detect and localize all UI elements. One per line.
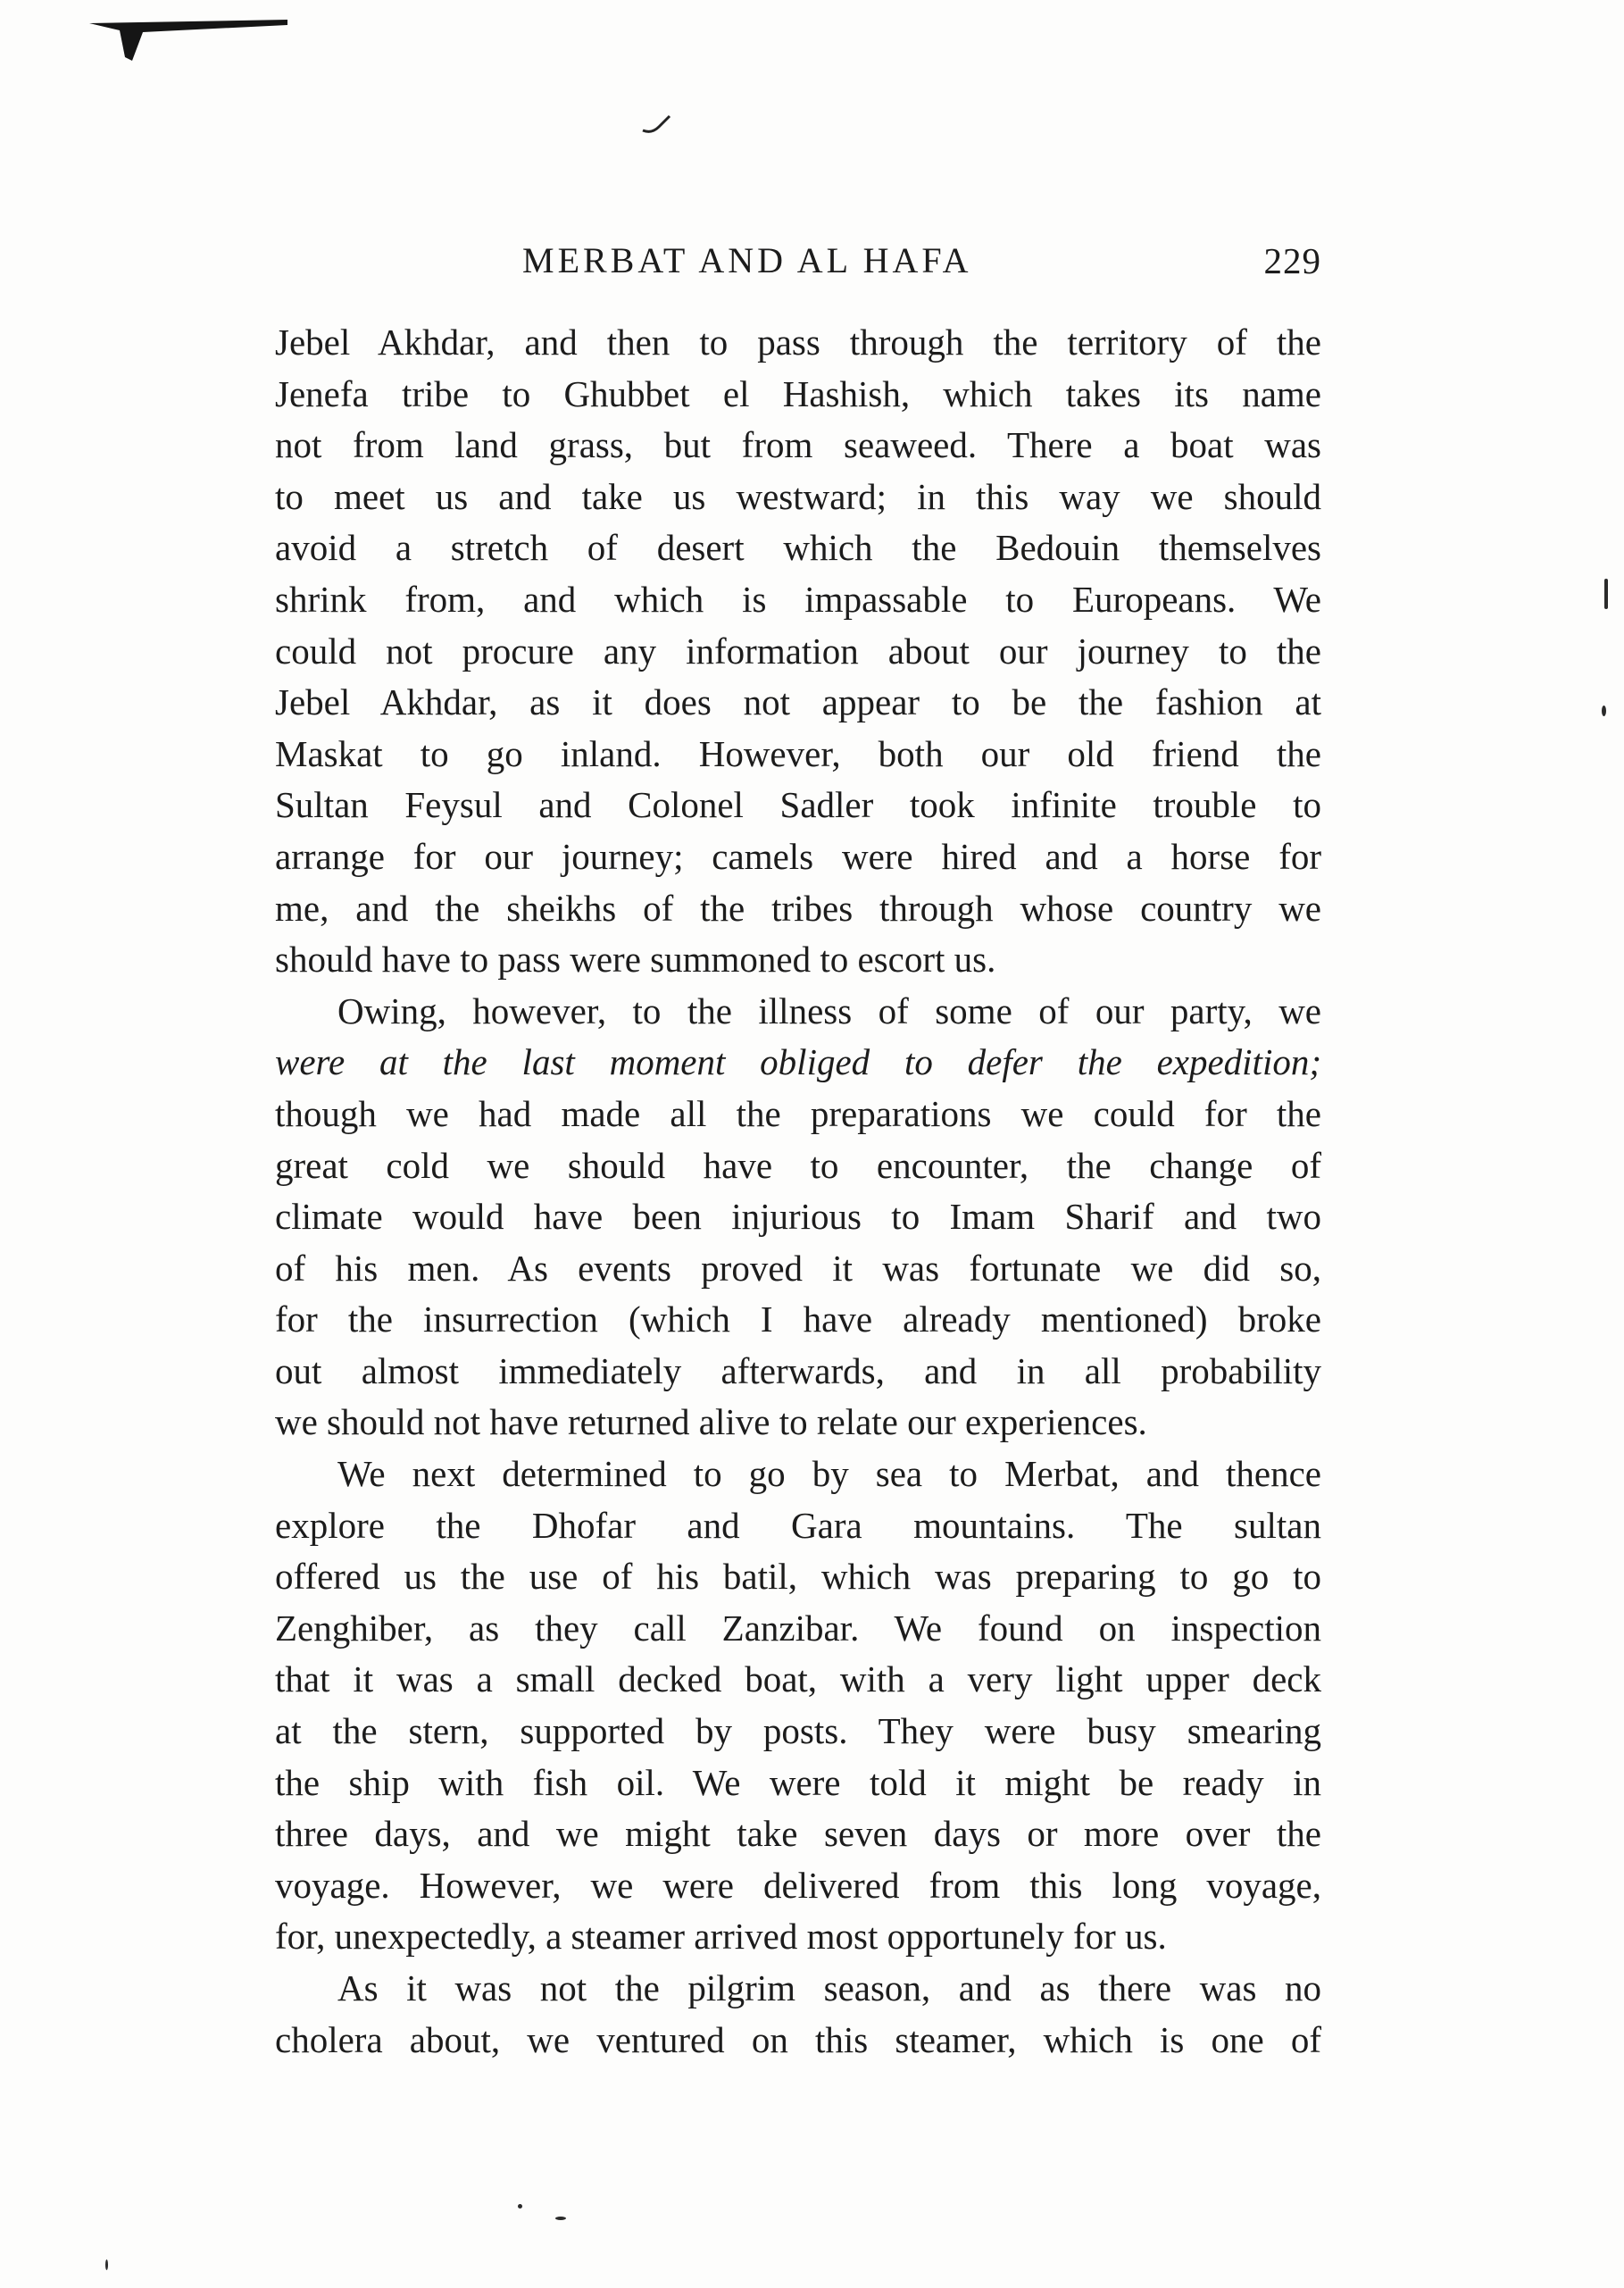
text-line: to meet us and take us westward; in this way we should: [275, 475, 1321, 517]
text-line: shrink from, and which is impassable to Europeans. We: [275, 578, 1321, 620]
body-text: [275, 317, 1321, 2066]
text-line: explore the Dhofar and Gara mountains. The sultan: [275, 1504, 1321, 1546]
paragraph: [275, 986, 1321, 1449]
paragraph: [275, 1449, 1321, 1963]
text-line: out almost immediately afterwards, and in all probability: [275, 1349, 1321, 1391]
text-line: great cold we should have to encounter, the change of: [275, 1144, 1321, 1186]
pencil-tick-mark: [641, 114, 671, 138]
text-line: arrange for our journey; camels were hired and a horse for: [275, 835, 1321, 877]
text-line: three days, and we might take seven days or more over the: [275, 1813, 1321, 1855]
text-line: We next determined to go by sea to Merbat, and thence: [337, 1453, 1321, 1495]
text-line: climate would have been injurious to Imam Sharif and two: [275, 1196, 1321, 1238]
paragraph: [275, 1963, 1321, 2066]
text-line: of his men. As events proved it was fortunate we did so,: [275, 1247, 1321, 1289]
text-line: Maskat to go inland. However, both our old friend the: [275, 732, 1321, 774]
running-title: MERBAT AND AL HAFA: [522, 240, 972, 280]
ink-smudge-mark: [89, 20, 287, 63]
text-line: Jebel Akhdar, and then to pass through the territory of the: [275, 321, 1321, 363]
speck: [1602, 706, 1606, 716]
page-number: 229: [1263, 240, 1321, 281]
text-line: not from land grass, but from seaweed. There a boat was: [275, 424, 1321, 466]
text-line: could not procure any information about our journey to the: [275, 630, 1321, 672]
text-line: should have to pass were summoned to escort us.: [275, 939, 996, 981]
text-line: that it was a small decked boat, with a very light upper deck: [275, 1658, 1321, 1700]
text-line: Jenefa tribe to Ghubbet el Hashish, which takes its name: [275, 372, 1321, 414]
text-line: Sultan Feysul and Colonel Sadler took infinite trouble to: [275, 784, 1321, 826]
text-line: at the stern, supported by posts. They were busy smearing: [275, 1710, 1321, 1752]
speck: [105, 2259, 108, 2270]
text-line: for the insurrection (which I have already mentioned) broke: [275, 1298, 1321, 1340]
text-line: Owing, however, to the illness of some of our party, we: [337, 990, 1321, 1031]
text-line: voyage. However, we were delivered from this long voyage,: [275, 1864, 1321, 1906]
text-line: though we had made all the preparations we could for the: [275, 1092, 1321, 1134]
text-line: As it was not the pilgrim season, and as there was no: [337, 1967, 1321, 2008]
text-line: offered us the use of his batil, which was preparing to go to: [275, 1556, 1321, 1598]
text-line: for, unexpectedly, a steamer arrived most opportunely for us.: [275, 1916, 1167, 1958]
text-line: cholera about, we ventured on this steamer, which is one of: [275, 2018, 1321, 2060]
speck: [518, 2204, 522, 2209]
text-line: were at the last moment obliged to defer the expedition;: [275, 1041, 1321, 1083]
paragraph: [275, 317, 1321, 986]
text-line: Jebel Akhdar, as it does not appear to be the fashion at: [275, 681, 1321, 723]
text-line: avoid a stretch of desert which the Bedouin themselves: [275, 527, 1321, 569]
text-line: the ship with fish oil. We were told it might be ready in: [275, 1761, 1321, 1803]
text-line: Zenghiber, as they call Zanzibar. We found on inspection: [275, 1607, 1321, 1649]
text-line: we should not have returned alive to relate our experiences.: [275, 1401, 1147, 1443]
text-line: me, and the sheikhs of the tribes through whose country we: [275, 887, 1321, 929]
speck: [1604, 579, 1608, 609]
page-header: [522, 239, 1321, 293]
speck: [555, 2217, 566, 2220]
